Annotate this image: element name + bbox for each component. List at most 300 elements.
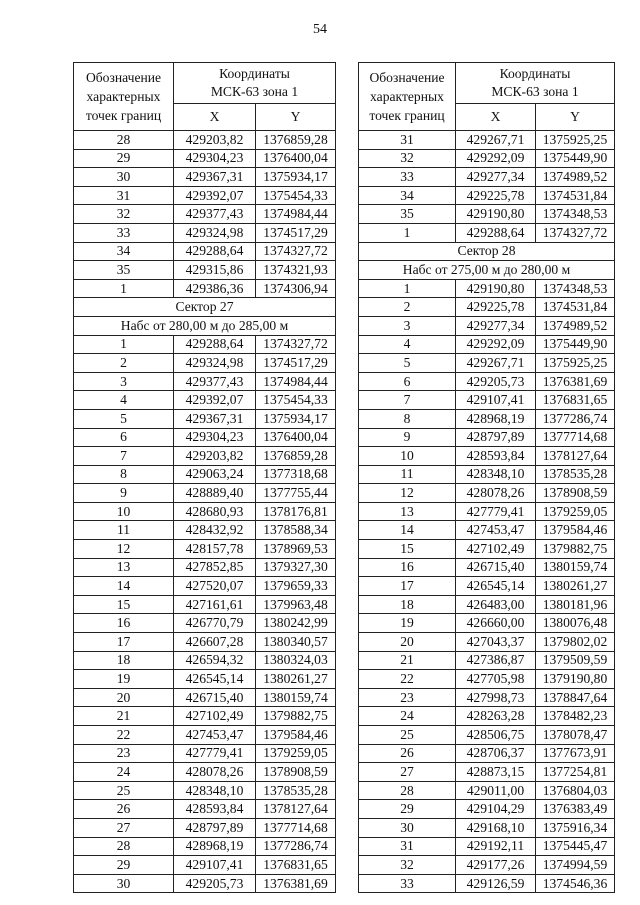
table-row xyxy=(74,874,336,893)
table-row xyxy=(359,837,615,856)
x-coordinate-cell: 428968,19 xyxy=(174,837,256,856)
x-coordinate-cell: 427102,49 xyxy=(456,540,536,559)
y-coordinate-cell: 1378176,81 xyxy=(256,502,336,521)
section-header-cell: Набс от 275,00 м до 280,00 м xyxy=(359,261,615,280)
table-row xyxy=(74,447,336,466)
point-number-cell: 3 xyxy=(74,372,174,391)
y-coordinate-cell: 1375445,47 xyxy=(536,837,615,856)
y-coordinate-cell: 1374546,36 xyxy=(536,874,615,893)
y-column-header: Y xyxy=(256,104,336,131)
point-number-cell: 16 xyxy=(74,614,174,633)
table-row xyxy=(359,651,615,670)
point-number-cell: 35 xyxy=(359,205,456,224)
table-row xyxy=(359,205,615,224)
y-coordinate-cell: 1375449,90 xyxy=(536,149,615,168)
y-coordinate-cell: 1378588,34 xyxy=(256,521,336,540)
point-number-cell: 5 xyxy=(359,354,456,373)
point-number-cell: 2 xyxy=(74,354,174,373)
y-coordinate-cell: 1379584,46 xyxy=(256,726,336,745)
designation-header-line: точек границ xyxy=(85,108,162,123)
point-number-cell: 1 xyxy=(74,335,174,354)
table-row xyxy=(359,521,615,540)
y-coordinate-cell: 1374994,59 xyxy=(536,856,615,875)
point-number-cell: 20 xyxy=(74,688,174,707)
y-coordinate-cell: 1380261,27 xyxy=(256,670,336,689)
y-coordinate-cell: 1378078,47 xyxy=(536,726,615,745)
x-coordinate-cell: 429277,34 xyxy=(456,168,536,187)
x-coordinate-cell: 428889,40 xyxy=(174,484,256,503)
y-coordinate-cell: 1380324,03 xyxy=(256,651,336,670)
table-row xyxy=(359,391,615,410)
table-row xyxy=(74,242,336,261)
x-coordinate-cell: 429277,34 xyxy=(456,316,536,335)
y-coordinate-cell: 1374348,53 xyxy=(536,205,615,224)
section-header-row xyxy=(74,298,336,317)
y-coordinate-cell: 1377714,68 xyxy=(536,428,615,447)
y-coordinate-cell: 1375934,17 xyxy=(256,168,336,187)
point-number-cell: 27 xyxy=(74,818,174,837)
table-row xyxy=(74,614,336,633)
table-row xyxy=(359,744,615,763)
x-coordinate-cell: 429292,09 xyxy=(456,149,536,168)
point-number-cell: 28 xyxy=(74,131,174,150)
x-coordinate-cell: 429377,43 xyxy=(174,205,256,224)
point-number-cell: 15 xyxy=(74,595,174,614)
point-number-cell: 18 xyxy=(74,651,174,670)
point-number-cell: 33 xyxy=(359,168,456,187)
x-coordinate-cell: 428432,92 xyxy=(174,521,256,540)
table-row xyxy=(74,205,336,224)
x-coordinate-cell: 429203,82 xyxy=(174,131,256,150)
y-coordinate-cell: 1376383,49 xyxy=(536,800,615,819)
x-coordinate-cell: 429304,23 xyxy=(174,149,256,168)
x-coordinate-cell: 426770,79 xyxy=(174,614,256,633)
table-row xyxy=(74,409,336,428)
point-number-cell: 27 xyxy=(359,763,456,782)
point-number-cell: 28 xyxy=(74,837,174,856)
coordinates-table-left xyxy=(73,62,336,893)
point-number-cell: 23 xyxy=(74,744,174,763)
x-coordinate-cell: 429107,41 xyxy=(456,391,536,410)
point-number-cell: 10 xyxy=(74,502,174,521)
y-coordinate-cell: 1374517,29 xyxy=(256,354,336,373)
y-column-header: Y xyxy=(536,104,615,131)
table-row xyxy=(74,800,336,819)
y-coordinate-cell: 1379882,75 xyxy=(256,707,336,726)
x-coordinate-cell: 427102,49 xyxy=(174,707,256,726)
table-row xyxy=(74,465,336,484)
y-coordinate-cell: 1379190,80 xyxy=(536,670,615,689)
table-row xyxy=(359,540,615,559)
point-number-cell: 1 xyxy=(359,223,456,242)
table-row xyxy=(359,223,615,242)
x-coordinate-cell: 427779,41 xyxy=(174,744,256,763)
x-coordinate-cell: 428706,37 xyxy=(456,744,536,763)
point-number-cell: 4 xyxy=(74,391,174,410)
table-row xyxy=(359,688,615,707)
point-number-cell: 26 xyxy=(359,744,456,763)
x-coordinate-cell: 427043,37 xyxy=(456,633,536,652)
y-coordinate-cell: 1374531,84 xyxy=(536,186,615,205)
x-coordinate-cell: 429288,64 xyxy=(174,242,256,261)
x-coordinate-cell: 426545,14 xyxy=(456,577,536,596)
table-row xyxy=(359,149,615,168)
x-coordinate-cell: 428593,84 xyxy=(174,800,256,819)
y-coordinate-cell: 1376381,69 xyxy=(536,372,615,391)
y-coordinate-cell: 1379659,33 xyxy=(256,577,336,596)
table-row xyxy=(359,484,615,503)
x-coordinate-cell: 428873,15 xyxy=(456,763,536,782)
x-coordinate-cell: 427779,41 xyxy=(456,502,536,521)
table-row xyxy=(74,279,336,298)
x-coordinate-cell: 429324,98 xyxy=(174,223,256,242)
point-number-cell: 34 xyxy=(74,242,174,261)
x-coordinate-cell: 429168,10 xyxy=(456,818,536,837)
point-number-cell: 7 xyxy=(359,391,456,410)
x-coordinate-cell: 428157,78 xyxy=(174,540,256,559)
table-row xyxy=(359,763,615,782)
table-row xyxy=(74,391,336,410)
designation-header-line: Обозначение xyxy=(85,70,162,85)
coordinates-table-right xyxy=(358,62,615,893)
y-coordinate-cell: 1376400,04 xyxy=(256,428,336,447)
x-coordinate-cell: 428348,10 xyxy=(174,781,256,800)
y-coordinate-cell: 1377755,44 xyxy=(256,484,336,503)
point-number-cell: 25 xyxy=(74,781,174,800)
y-coordinate-cell: 1377714,68 xyxy=(256,818,336,837)
coordinates-header xyxy=(456,63,615,104)
y-coordinate-cell: 1374306,94 xyxy=(256,279,336,298)
y-coordinate-cell: 1374989,52 xyxy=(536,168,615,187)
point-number-cell: 32 xyxy=(74,205,174,224)
x-coordinate-cell: 427161,61 xyxy=(174,595,256,614)
point-number-cell: 14 xyxy=(359,521,456,540)
x-coordinate-cell: 429304,23 xyxy=(174,428,256,447)
table-row xyxy=(359,800,615,819)
section-header-row xyxy=(359,261,615,280)
table-row xyxy=(74,372,336,391)
y-coordinate-cell: 1380159,74 xyxy=(536,558,615,577)
table-row xyxy=(74,186,336,205)
x-coordinate-cell: 429205,73 xyxy=(456,372,536,391)
table-row xyxy=(74,521,336,540)
y-coordinate-cell: 1374327,72 xyxy=(256,242,336,261)
x-coordinate-cell: 429011,00 xyxy=(456,781,536,800)
table-row xyxy=(359,409,615,428)
y-coordinate-cell: 1375454,33 xyxy=(256,391,336,410)
y-coordinate-cell: 1378482,23 xyxy=(536,707,615,726)
x-coordinate-cell: 427998,73 xyxy=(456,688,536,707)
table-row xyxy=(74,818,336,837)
point-number-cell: 35 xyxy=(74,261,174,280)
table-row xyxy=(74,595,336,614)
table-row xyxy=(359,670,615,689)
table-row xyxy=(74,651,336,670)
x-coordinate-cell: 429367,31 xyxy=(174,168,256,187)
point-number-cell: 33 xyxy=(359,874,456,893)
section-header-row xyxy=(359,242,615,261)
table-row xyxy=(359,818,615,837)
table-body-right xyxy=(359,131,615,893)
point-number-cell: 29 xyxy=(74,149,174,168)
x-column-header: X xyxy=(456,104,536,131)
point-number-cell: 5 xyxy=(74,409,174,428)
point-number-cell: 9 xyxy=(359,428,456,447)
y-coordinate-cell: 1378969,53 xyxy=(256,540,336,559)
x-coordinate-cell: 429203,82 xyxy=(174,447,256,466)
point-number-cell: 1 xyxy=(74,279,174,298)
point-number-cell: 26 xyxy=(74,800,174,819)
point-number-cell: 23 xyxy=(359,688,456,707)
designation-header-line: характерных xyxy=(370,89,444,104)
y-coordinate-cell: 1379802,02 xyxy=(536,633,615,652)
table-row xyxy=(359,168,615,187)
point-number-cell: 6 xyxy=(359,372,456,391)
table-row xyxy=(74,633,336,652)
x-coordinate-cell: 429324,98 xyxy=(174,354,256,373)
y-coordinate-cell: 1378127,64 xyxy=(536,447,615,466)
point-number-cell: 8 xyxy=(359,409,456,428)
table-row xyxy=(359,279,615,298)
section-header-row xyxy=(74,316,336,335)
x-coordinate-cell: 428968,19 xyxy=(456,409,536,428)
y-coordinate-cell: 1376859,28 xyxy=(256,447,336,466)
table-row xyxy=(359,856,615,875)
x-coordinate-cell: 429063,24 xyxy=(174,465,256,484)
point-number-cell: 9 xyxy=(74,484,174,503)
point-number-cell: 34 xyxy=(359,186,456,205)
y-coordinate-cell: 1374984,44 xyxy=(256,372,336,391)
point-number-cell: 24 xyxy=(359,707,456,726)
x-coordinate-cell: 429392,07 xyxy=(174,186,256,205)
x-coordinate-cell: 428078,26 xyxy=(174,763,256,782)
table-row xyxy=(359,726,615,745)
x-coordinate-cell: 428348,10 xyxy=(456,465,536,484)
table-row xyxy=(359,781,615,800)
x-coordinate-cell: 429367,31 xyxy=(174,409,256,428)
x-coordinate-cell: 429225,78 xyxy=(456,186,536,205)
point-number-cell: 11 xyxy=(359,465,456,484)
table-row xyxy=(74,540,336,559)
y-coordinate-cell: 1376831,65 xyxy=(536,391,615,410)
table-row xyxy=(74,168,336,187)
x-coordinate-cell: 429190,80 xyxy=(456,279,536,298)
point-number-cell: 30 xyxy=(74,874,174,893)
coordinates-header-line: Координаты xyxy=(499,66,571,81)
table-row xyxy=(74,223,336,242)
table-row xyxy=(359,465,615,484)
table-row xyxy=(359,335,615,354)
point-number-cell: 22 xyxy=(74,726,174,745)
x-coordinate-cell: 428078,26 xyxy=(456,484,536,503)
x-coordinate-cell: 426594,32 xyxy=(174,651,256,670)
x-coordinate-cell: 429292,09 xyxy=(456,335,536,354)
table-row xyxy=(74,428,336,447)
coordinates-header-line: МСК-63 зона 1 xyxy=(491,84,579,99)
x-coordinate-cell: 429267,71 xyxy=(456,354,536,373)
y-coordinate-cell: 1375925,25 xyxy=(536,354,615,373)
x-coordinate-cell: 428680,93 xyxy=(174,502,256,521)
x-coordinate-cell: 426660,00 xyxy=(456,614,536,633)
table-row xyxy=(74,744,336,763)
y-coordinate-cell: 1379509,59 xyxy=(536,651,615,670)
y-coordinate-cell: 1380076,48 xyxy=(536,614,615,633)
y-coordinate-cell: 1380181,96 xyxy=(536,595,615,614)
point-number-cell: 16 xyxy=(359,558,456,577)
y-coordinate-cell: 1374531,84 xyxy=(536,298,615,317)
y-coordinate-cell: 1378535,28 xyxy=(256,781,336,800)
y-coordinate-cell: 1376804,03 xyxy=(536,781,615,800)
x-column-header: X xyxy=(174,104,256,131)
y-coordinate-cell: 1380159,74 xyxy=(256,688,336,707)
table-row xyxy=(359,131,615,150)
y-coordinate-cell: 1375916,34 xyxy=(536,818,615,837)
section-header-cell: Сектор 27 xyxy=(74,298,336,317)
y-coordinate-cell: 1377318,68 xyxy=(256,465,336,484)
point-number-cell: 2 xyxy=(359,298,456,317)
y-coordinate-cell: 1376831,65 xyxy=(256,856,336,875)
point-number-cell: 29 xyxy=(359,800,456,819)
x-coordinate-cell: 428797,89 xyxy=(174,818,256,837)
y-coordinate-cell: 1374348,53 xyxy=(536,279,615,298)
x-coordinate-cell: 429288,64 xyxy=(456,223,536,242)
point-number-cell: 32 xyxy=(359,856,456,875)
designation-header-line: точек границ xyxy=(369,108,445,123)
point-number-cell: 33 xyxy=(74,223,174,242)
table-row xyxy=(74,726,336,745)
designation-header-line: характерных xyxy=(86,89,161,104)
x-coordinate-cell: 426545,14 xyxy=(174,670,256,689)
x-coordinate-cell: 429377,43 xyxy=(174,372,256,391)
point-number-cell: 31 xyxy=(74,186,174,205)
y-coordinate-cell: 1376400,04 xyxy=(256,149,336,168)
y-coordinate-cell: 1380261,27 xyxy=(536,577,615,596)
table-row xyxy=(74,149,336,168)
point-number-cell: 31 xyxy=(359,131,456,150)
y-coordinate-cell: 1374327,72 xyxy=(256,335,336,354)
point-number-cell: 10 xyxy=(359,447,456,466)
table-row xyxy=(74,856,336,875)
y-coordinate-cell: 1377286,74 xyxy=(256,837,336,856)
x-coordinate-cell: 429104,29 xyxy=(456,800,536,819)
x-coordinate-cell: 429126,59 xyxy=(456,874,536,893)
point-number-cell: 8 xyxy=(74,465,174,484)
x-coordinate-cell: 429205,73 xyxy=(174,874,256,893)
y-coordinate-cell: 1377286,74 xyxy=(536,409,615,428)
x-coordinate-cell: 426483,00 xyxy=(456,595,536,614)
table-row xyxy=(74,502,336,521)
point-number-cell: 13 xyxy=(359,502,456,521)
y-coordinate-cell: 1378535,28 xyxy=(536,465,615,484)
x-coordinate-cell: 428506,75 xyxy=(456,726,536,745)
table-row xyxy=(74,558,336,577)
table-row xyxy=(359,428,615,447)
point-number-cell: 30 xyxy=(359,818,456,837)
designation-header xyxy=(359,63,456,131)
table-row xyxy=(359,595,615,614)
x-coordinate-cell: 428263,28 xyxy=(456,707,536,726)
table-row xyxy=(74,484,336,503)
x-coordinate-cell: 429192,11 xyxy=(456,837,536,856)
point-number-cell: 25 xyxy=(359,726,456,745)
x-coordinate-cell: 429267,71 xyxy=(456,131,536,150)
designation-header xyxy=(74,63,174,131)
x-coordinate-cell: 426715,40 xyxy=(174,688,256,707)
x-coordinate-cell: 429107,41 xyxy=(174,856,256,875)
point-number-cell: 13 xyxy=(74,558,174,577)
y-coordinate-cell: 1375454,33 xyxy=(256,186,336,205)
table-row xyxy=(74,688,336,707)
point-number-cell: 21 xyxy=(359,651,456,670)
y-coordinate-cell: 1377254,81 xyxy=(536,763,615,782)
point-number-cell: 7 xyxy=(74,447,174,466)
table-row xyxy=(74,707,336,726)
table-row xyxy=(359,577,615,596)
page-number: 54 xyxy=(313,22,327,37)
y-coordinate-cell: 1375449,90 xyxy=(536,335,615,354)
table-row xyxy=(359,298,615,317)
point-number-cell: 4 xyxy=(359,335,456,354)
point-number-cell: 22 xyxy=(359,670,456,689)
section-header-cell: Сектор 28 xyxy=(359,242,615,261)
table-row xyxy=(359,558,615,577)
designation-header-line: Обозначение xyxy=(369,70,445,85)
table-row xyxy=(74,670,336,689)
point-number-cell: 17 xyxy=(359,577,456,596)
table-row xyxy=(74,335,336,354)
x-coordinate-cell: 426715,40 xyxy=(456,558,536,577)
y-coordinate-cell: 1374984,44 xyxy=(256,205,336,224)
y-coordinate-cell: 1379963,48 xyxy=(256,595,336,614)
coordinates-header-line: МСК-63 зона 1 xyxy=(210,84,299,99)
x-coordinate-cell: 427453,47 xyxy=(456,521,536,540)
table-row xyxy=(359,633,615,652)
x-coordinate-cell: 429225,78 xyxy=(456,298,536,317)
table-row xyxy=(359,614,615,633)
x-coordinate-cell: 429392,07 xyxy=(174,391,256,410)
table-row xyxy=(74,837,336,856)
y-coordinate-cell: 1375925,25 xyxy=(536,131,615,150)
y-coordinate-cell: 1377673,91 xyxy=(536,744,615,763)
y-coordinate-cell: 1378127,64 xyxy=(256,800,336,819)
point-number-cell: 32 xyxy=(359,149,456,168)
point-number-cell: 12 xyxy=(74,540,174,559)
point-number-cell: 11 xyxy=(74,521,174,540)
y-coordinate-cell: 1374989,52 xyxy=(536,316,615,335)
coordinates-header-line: Координаты xyxy=(219,66,290,81)
point-number-cell: 14 xyxy=(74,577,174,596)
table-row xyxy=(74,763,336,782)
x-coordinate-cell: 429190,80 xyxy=(456,205,536,224)
x-coordinate-cell: 429386,36 xyxy=(174,279,256,298)
x-coordinate-cell: 427453,47 xyxy=(174,726,256,745)
point-number-cell: 17 xyxy=(74,633,174,652)
table-row xyxy=(74,577,336,596)
y-coordinate-cell: 1378908,59 xyxy=(256,763,336,782)
y-coordinate-cell: 1374517,29 xyxy=(256,223,336,242)
point-number-cell: 20 xyxy=(359,633,456,652)
table-row xyxy=(74,131,336,150)
table-body-left xyxy=(74,131,336,893)
point-number-cell: 31 xyxy=(359,837,456,856)
x-coordinate-cell: 427386,87 xyxy=(456,651,536,670)
y-coordinate-cell: 1378908,59 xyxy=(536,484,615,503)
y-coordinate-cell: 1380242,99 xyxy=(256,614,336,633)
y-coordinate-cell: 1374321,93 xyxy=(256,261,336,280)
point-number-cell: 6 xyxy=(74,428,174,447)
table-row xyxy=(359,707,615,726)
table-row xyxy=(74,261,336,280)
